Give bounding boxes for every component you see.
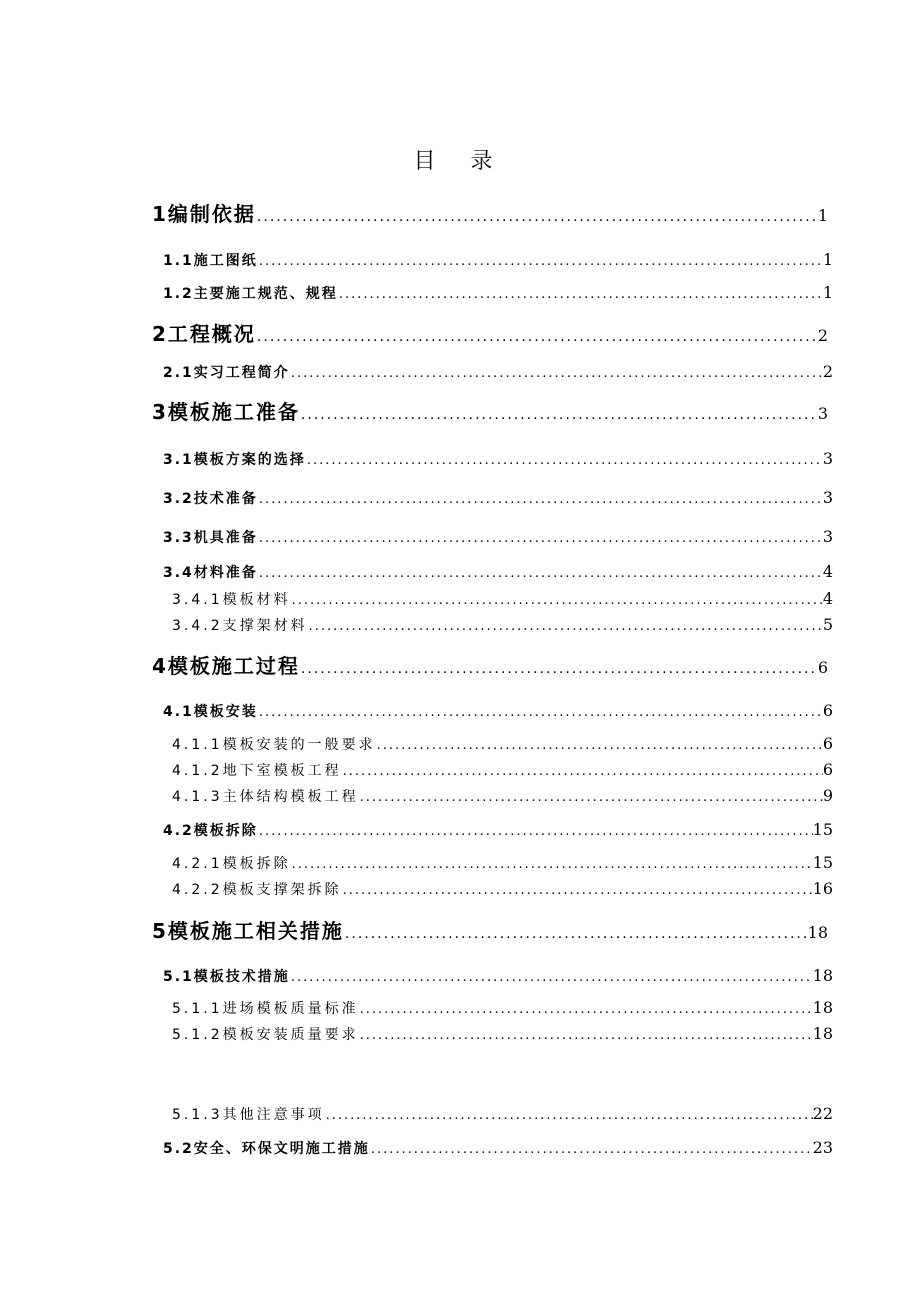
toc-entry-4-1-1[interactable]	[172, 734, 833, 754]
toc-entry-3-4-2[interactable]	[172, 615, 833, 635]
toc-page-number: 1	[822, 283, 833, 302]
dot-leader	[258, 566, 823, 581]
toc-page-number: 18	[807, 923, 828, 942]
toc-entry-4-2[interactable]	[163, 820, 833, 840]
toc-title: 目 录	[413, 149, 507, 174]
dot-leader	[376, 738, 823, 753]
toc-entry-label: 4.2模板拆除	[163, 823, 258, 839]
toc-entry-4-1-2[interactable]	[172, 760, 833, 780]
toc-entry-label: 3.2技术准备	[163, 491, 258, 507]
dot-leader	[325, 1108, 813, 1123]
toc-entry-label: 5模板施工相关措施	[152, 919, 344, 943]
toc-entry-3-4[interactable]	[163, 562, 833, 582]
toc-page-number: 18	[812, 998, 833, 1017]
toc-entry-label: 4.2.1模板拆除	[172, 856, 291, 872]
dot-leader	[258, 531, 823, 546]
toc-page-number: 6	[822, 701, 833, 720]
toc-entry-2[interactable]	[152, 318, 828, 347]
toc-page-number: 2	[822, 362, 833, 381]
toc-page-number: 2	[817, 326, 828, 345]
toc-entry-3-1[interactable]	[163, 449, 833, 469]
toc-page-number: 4	[822, 562, 833, 581]
dot-leader	[290, 366, 823, 381]
toc-entry-3[interactable]	[152, 396, 828, 425]
toc-page-number: 1	[817, 206, 828, 225]
toc-page-number: 3	[822, 488, 833, 507]
toc-entry-5-1[interactable]	[163, 966, 833, 986]
toc-entry-label: 4.1.1模板安装的一般要求	[172, 737, 376, 753]
dot-leader	[256, 329, 818, 345]
dot-leader	[359, 790, 823, 805]
toc-entry-label: 5.1.3其他注意事项	[172, 1107, 325, 1123]
toc-page-number: 15	[812, 820, 833, 839]
dot-leader	[344, 926, 808, 942]
toc-page-number: 6	[822, 760, 833, 779]
toc-entry-label: 4模板施工过程	[152, 654, 300, 678]
toc-entry-label: 4.1模板安装	[163, 704, 258, 720]
toc-entry-label: 1编制依据	[152, 202, 256, 226]
dot-leader	[256, 209, 818, 225]
toc-page-number: 15	[812, 853, 833, 872]
toc-entry-5[interactable]	[152, 915, 828, 944]
toc-page-number: 5	[822, 615, 833, 634]
dot-leader	[291, 593, 823, 608]
toc-entry-label: 5.1.2模板安装质量要求	[172, 1027, 359, 1043]
toc-entry-5-1-3[interactable]	[172, 1104, 833, 1124]
toc-entry-label: 1.1施工图纸	[163, 253, 258, 269]
dot-leader	[258, 254, 823, 269]
toc-entry-label: 3.3机具准备	[163, 530, 258, 546]
toc-entry-label: 3.4.2支撑架材料	[172, 618, 308, 634]
toc-page-number: 22	[812, 1104, 833, 1123]
dot-leader	[359, 1028, 813, 1043]
toc-entry-label: 3.4材料准备	[163, 565, 258, 581]
toc-page-number: 18	[812, 1024, 833, 1043]
dot-leader	[258, 492, 823, 507]
toc-entry-label: 5.1模板技术措施	[163, 969, 290, 985]
dot-leader	[342, 883, 813, 898]
toc-entry-3-3[interactable]	[163, 527, 833, 547]
toc-entry-1-1[interactable]	[163, 250, 833, 270]
dot-leader	[300, 407, 818, 423]
toc-entry-4-2-1[interactable]	[172, 853, 833, 873]
toc-entry-4[interactable]	[152, 650, 828, 679]
toc-entry-label: 3.1模板方案的选择	[163, 452, 306, 468]
toc-entry-5-1-1[interactable]	[172, 998, 833, 1018]
toc-entry-label: 3.4.1模板材料	[172, 592, 291, 608]
toc-entry-3-4-1[interactable]	[172, 589, 833, 609]
toc-entry-5-2[interactable]	[163, 1138, 833, 1158]
toc-entry-3-2[interactable]	[163, 488, 833, 508]
toc-page-number: 9	[822, 786, 833, 805]
dot-leader	[359, 1002, 813, 1017]
dot-leader	[258, 705, 823, 720]
dot-leader	[370, 1142, 813, 1157]
dot-leader	[308, 619, 823, 634]
toc-entry-label: 4.2.2模板支撑架拆除	[172, 882, 342, 898]
toc-entry-1-2[interactable]	[163, 283, 833, 303]
toc-entry-label: 2.1实习工程简介	[163, 365, 290, 381]
dot-leader	[290, 970, 813, 985]
dot-leader	[258, 824, 813, 839]
toc-page-number: 3	[822, 449, 833, 468]
toc-entry-label: 1.2主要施工规范、规程	[163, 286, 338, 302]
toc-entry-4-2-2[interactable]	[172, 879, 833, 899]
toc-entry-4-1-3[interactable]	[172, 786, 833, 806]
toc-entry-1[interactable]	[152, 198, 828, 227]
toc-page-number: 18	[812, 966, 833, 985]
toc-entry-label: 4.1.2地下室模板工程	[172, 763, 342, 779]
toc-page-number: 16	[812, 879, 833, 898]
toc-page-number: 6	[822, 734, 833, 753]
toc-entry-label: 3模板施工准备	[152, 400, 300, 424]
toc-entry-label: 5.2安全、环保文明施工措施	[163, 1141, 370, 1157]
toc-page-number: 1	[822, 250, 833, 269]
dot-leader	[300, 661, 818, 677]
toc-entry-2-1[interactable]	[163, 362, 833, 382]
toc-entry-label: 2工程概况	[152, 322, 256, 346]
dot-leader	[291, 857, 813, 872]
toc-page-number: 3	[822, 527, 833, 546]
dot-leader	[338, 287, 823, 302]
toc-page-number: 6	[817, 658, 828, 677]
toc-entry-label: 4.1.3主体结构模板工程	[172, 789, 359, 805]
toc-page-number: 23	[812, 1138, 833, 1157]
toc-page-number: 3	[817, 404, 828, 423]
toc-page-number: 4	[822, 589, 833, 608]
toc-entry-label: 5.1.1进场模板质量标准	[172, 1001, 359, 1017]
dot-leader	[306, 453, 823, 468]
toc-entry-5-1-2[interactable]	[172, 1024, 833, 1044]
toc-entry-4-1[interactable]	[163, 701, 833, 721]
dot-leader	[342, 764, 823, 779]
